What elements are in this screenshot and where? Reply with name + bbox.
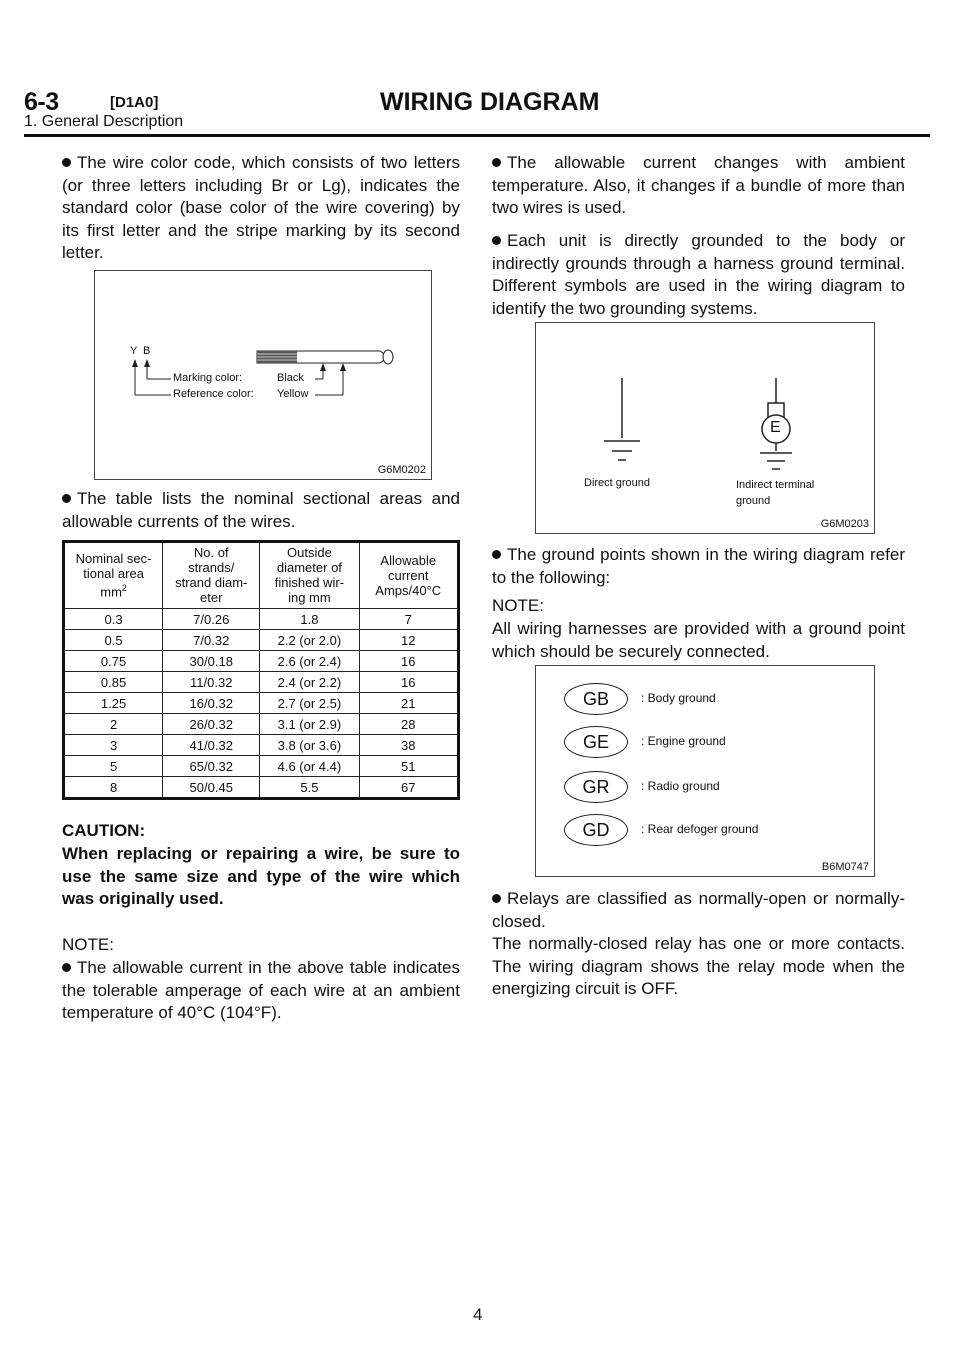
right-note-text: All wiring harnesses are provided with a ground point which should be securely connected. bbox=[492, 619, 905, 661]
left-paragraph-2-text: The table lists the nominal sectional areas and allowable currents of the wires. bbox=[62, 489, 460, 531]
ground-gb-desc: : Body ground bbox=[641, 691, 716, 705]
ground-ge-desc: : Engine ground bbox=[641, 734, 726, 748]
page-number: 4 bbox=[473, 1305, 483, 1324]
table-row bbox=[64, 693, 459, 714]
table-cell: 21 bbox=[359, 693, 459, 714]
header-rule bbox=[24, 134, 930, 137]
yellow-label: Yellow bbox=[277, 388, 309, 400]
bullet-icon bbox=[492, 550, 501, 559]
table-cell: 1.25 bbox=[64, 693, 163, 714]
table-cell: 3.1 (or 2.9) bbox=[260, 714, 359, 735]
table-body bbox=[64, 609, 459, 799]
header-area: Nominal sec- tional area $mm^2$ bbox=[64, 542, 163, 609]
page-subtitle: 1. General Description bbox=[24, 113, 184, 130]
table-cell: 26/0.32 bbox=[163, 714, 260, 735]
table-row bbox=[64, 651, 459, 672]
table-row bbox=[64, 735, 459, 756]
table-cell: 41/0.32 bbox=[163, 735, 260, 756]
bullet-icon bbox=[62, 494, 71, 503]
header-diameter: Outside diameter of finished wir- ing mm bbox=[260, 542, 359, 609]
table-cell: 30/0.18 bbox=[163, 651, 260, 672]
table-cell: 4.6 (or 4.4) bbox=[260, 756, 359, 777]
terminal-e-letter: E bbox=[770, 419, 781, 436]
right-paragraph-5: The normally-closed relay has one or more contacts. The wiring diagram shows the relay mode when the energizing circuit is OFF. bbox=[492, 934, 905, 998]
left-paragraph-1 bbox=[62, 152, 460, 265]
ground-gd-desc: : Rear defoger ground bbox=[641, 822, 759, 836]
ground-symbols-diagram bbox=[536, 323, 874, 533]
bullet-icon bbox=[492, 158, 501, 167]
bullet-icon bbox=[62, 158, 71, 167]
table-cell: 3.8 (or 3.6) bbox=[260, 735, 359, 756]
wire-spec-table-wrap bbox=[62, 540, 460, 800]
wire-color-diagram bbox=[95, 271, 431, 479]
left-paragraph-1-text: The wire color code, which consists of two letters (or three letters including Br or Lg), indicates the standard color (base color of the wire covering) by its first letter and the stripe marking by its second letter. bbox=[62, 153, 460, 262]
ground-gr-symbol: GR bbox=[564, 771, 628, 803]
figure-code: B6M0747 bbox=[821, 861, 869, 873]
caution-heading: CAUTION: bbox=[62, 821, 146, 840]
table-cell: 8 bbox=[64, 777, 163, 799]
figure-ground-points bbox=[535, 665, 875, 877]
header-current: Allowable current Amps/40°C bbox=[359, 542, 459, 609]
indirect-ground-label-2: ground bbox=[736, 495, 771, 507]
table-cell: 51 bbox=[359, 756, 459, 777]
table-cell: 67 bbox=[359, 777, 459, 799]
left-note bbox=[62, 957, 460, 1025]
table-cell: 0.5 bbox=[64, 630, 163, 651]
ground-gb-symbol: GB bbox=[564, 683, 628, 715]
right-paragraph-4-text: Relays are classified as normally-open or normally-closed. bbox=[492, 889, 905, 931]
reference-color-label: Reference color: bbox=[173, 388, 254, 400]
letter-b: B bbox=[143, 345, 151, 357]
table-cell: 5.5 bbox=[260, 777, 359, 799]
ground-ge-symbol: GE bbox=[564, 726, 628, 758]
bullet-icon bbox=[62, 963, 71, 972]
figure-wire-color-code bbox=[94, 270, 432, 480]
right-paragraph-4 bbox=[492, 888, 905, 933]
right-paragraph-1-text: The allowable current changes with ambient temperature. Also, it changes if a bundle of more than two wires is used. bbox=[492, 153, 905, 217]
table-cell: 65/0.32 bbox=[163, 756, 260, 777]
marking-color-label: Marking color: bbox=[173, 372, 243, 384]
table-cell: 7/0.32 bbox=[163, 630, 260, 651]
bullet-icon bbox=[492, 236, 501, 245]
page-title: WIRING DIAGRAM bbox=[380, 88, 600, 116]
table-cell: 5 bbox=[64, 756, 163, 777]
ground-gd-symbol: GD bbox=[564, 814, 628, 846]
table-row bbox=[64, 777, 459, 799]
left-paragraph-2 bbox=[62, 488, 460, 533]
table-cell: 7/0.26 bbox=[163, 609, 260, 630]
right-paragraph-1 bbox=[492, 152, 905, 220]
header-strands: No. of strands/ strand diam- eter bbox=[163, 542, 260, 609]
table-cell: 2.4 (or 2.2) bbox=[260, 672, 359, 693]
table-cell: 2.6 (or 2.4) bbox=[260, 651, 359, 672]
right-note-heading: NOTE: bbox=[492, 596, 544, 615]
table-cell: 1.8 bbox=[260, 609, 359, 630]
table-cell: 16 bbox=[359, 651, 459, 672]
figure-code: G6M0202 bbox=[377, 464, 426, 476]
table-cell: 7 bbox=[359, 609, 459, 630]
table-header-row bbox=[64, 542, 459, 609]
left-note-text: The allowable current in the above table indicates the tolerable amperage of each wire at an ambient temperature of 40°C (104°F). bbox=[62, 958, 460, 1022]
table-cell: 3 bbox=[64, 735, 163, 756]
section-code: [D1A0] bbox=[110, 94, 159, 111]
table-cell: 12 bbox=[359, 630, 459, 651]
section-number: 6-3 bbox=[24, 88, 59, 116]
right-paragraph-2 bbox=[492, 230, 905, 320]
table-row bbox=[64, 756, 459, 777]
right-paragraph-3 bbox=[492, 544, 905, 589]
table-cell: 16 bbox=[359, 672, 459, 693]
indirect-ground-label-1: Indirect terminal bbox=[736, 479, 815, 491]
table-row bbox=[64, 672, 459, 693]
table-cell: 28 bbox=[359, 714, 459, 735]
left-note-heading: NOTE: bbox=[62, 935, 114, 954]
ground-gr-desc: : Radio ground bbox=[641, 779, 720, 793]
caution-text: When replacing or repairing a wire, be sure to use the same size and type of the wire which was originally used. bbox=[62, 844, 460, 908]
table-row bbox=[64, 609, 459, 630]
table-cell: 16/0.32 bbox=[163, 693, 260, 714]
table-cell: 2 bbox=[64, 714, 163, 735]
table-cell: 50/0.45 bbox=[163, 777, 260, 799]
table-cell: 0.75 bbox=[64, 651, 163, 672]
table-cell: 38 bbox=[359, 735, 459, 756]
table-cell: 0.85 bbox=[64, 672, 163, 693]
figure-code: G6M0203 bbox=[820, 518, 869, 530]
wire-spec-table bbox=[62, 540, 460, 800]
table-cell: 11/0.32 bbox=[163, 672, 260, 693]
table-cell: 2.7 (or 2.5) bbox=[260, 693, 359, 714]
table-cell: 0.3 bbox=[64, 609, 163, 630]
bullet-icon bbox=[492, 894, 501, 903]
table-cell: 2.2 (or 2.0) bbox=[260, 630, 359, 651]
figure-grounding-symbols bbox=[535, 322, 875, 534]
right-paragraph-2-text: Each unit is directly grounded to the body or indirectly grounds through a harness ground terminal. Different symbols are used in the wiring diagram to identify the two grounding systems. bbox=[492, 231, 905, 318]
table-row bbox=[64, 630, 459, 651]
right-paragraph-3-text: The ground points shown in the wiring diagram refer to the following: bbox=[492, 545, 905, 587]
table-row bbox=[64, 714, 459, 735]
letter-y: Y bbox=[130, 345, 138, 357]
black-label: Black bbox=[277, 372, 304, 384]
direct-ground-label: Direct ground bbox=[584, 477, 651, 489]
